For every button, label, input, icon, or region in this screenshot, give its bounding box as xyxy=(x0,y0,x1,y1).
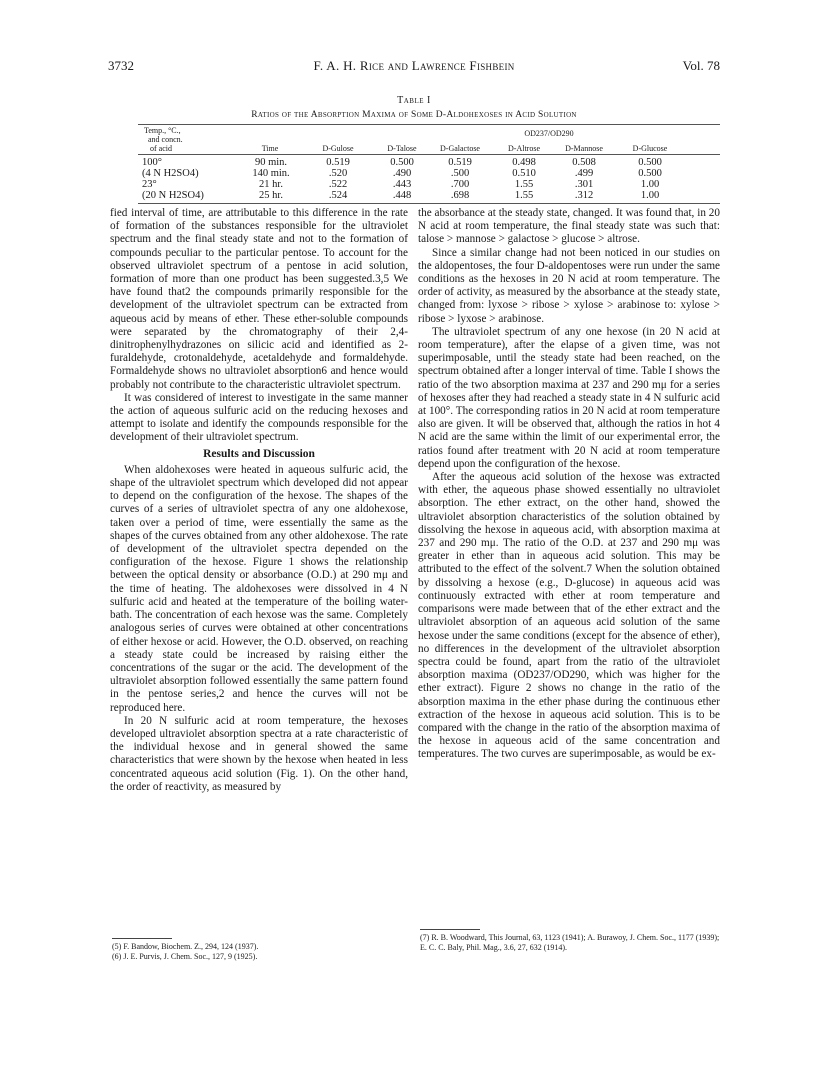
ratio-group-header: OD237/OD290 xyxy=(524,129,574,138)
running-authors: F. A. H. Rice and Lawrence Fishbein xyxy=(313,58,515,73)
paragraph: The ultraviolet spectrum of any one hexose (in 20 N acid at room temperature), after the elapse of a given time, was not superimposable, until the steady state had been reached, on the spectrum obtained after a longer interval of time. Table I shows the ratio of the two absorption maxima at 237 and 290 mμ for a series of hexoses after they had reached a steady state in 4 N sulfuric acid at 100°. The corresponding ratios in 20 N acid at room temperature also are given. It will be observed that, although the ratios in hot 4 N acid are the same within the limit of our experimental error, the ratios found after treatment with 20 N acid at room temperature depend upon the configuration of the hexose. xyxy=(418,325,720,470)
ratio-cell: .524 xyxy=(328,190,348,201)
column-header: D-Galactose xyxy=(440,144,480,153)
column-header: D-Mannose xyxy=(565,144,603,153)
running-header xyxy=(108,58,720,78)
temp-header-line: and concn. xyxy=(148,135,183,144)
ratio-cell: .700 xyxy=(450,179,470,190)
time-cell: 140 min. xyxy=(252,168,290,179)
ratio-cell: .499 xyxy=(574,168,594,179)
condition-cell: 23° xyxy=(142,179,157,190)
column-header: D-Altrose xyxy=(508,144,540,153)
time-cell: 25 hr. xyxy=(259,190,283,201)
paragraph: the absorbance at the steady state, changed. It was found that, in 20 N acid at room temperature, the final steady state was such that: talose > mannose > galactose > glucose > altrose. xyxy=(418,207,720,246)
footnote: (6) J. E. Purvis, J. Chem. Soc., 127, 9 (1925). xyxy=(112,952,258,961)
temp-header xyxy=(144,126,204,153)
column-header: D-Gulose xyxy=(322,144,354,153)
ratio-cell: .520 xyxy=(328,168,348,179)
volume-number: Vol. 78 xyxy=(682,58,720,73)
table-label: Table I xyxy=(397,95,431,106)
ratio-cell: 1.55 xyxy=(514,190,534,201)
footnote-rule-right xyxy=(420,929,480,930)
ratio-cell: 0.500 xyxy=(390,157,414,168)
paragraph: fied interval of time, are attributable to this difference in the rate of formation of the substances responsible for the ultraviolet spectrum and the final steady state and not to the formation of compounds peculiar to the particular pentose. To account for the observed ultraviolet spectrum of a pentose in acid solution, formation of more than one product has been suggested.3,5 We have found that2 the compounds primarily responsible for the development of the ultraviolet spectrum can be extracted from aqueous acid by means of ether. These ether-soluble compounds were separated by the chromatography of their 2,4-dinitrophenylhydrazones on silicic acid and identified as 2-furaldehyde, crotonaldehyde, acetaldehyde and formaldehyde. Formaldehyde shows no ultraviolet absorption6 and hence would probably not contribute to the characteristic ultraviolet spectrum. xyxy=(110,207,408,391)
ratio-cell: 1.00 xyxy=(640,190,660,201)
ratio-cell: 0.498 xyxy=(512,157,536,168)
ratio-cell: 0.508 xyxy=(572,157,596,168)
paragraph: In 20 N sulfuric acid at room temperature, the hexoses developed ultraviolet absorption spectra at a rate characteristic of the individual hexose and in general showed the same characteristics that were shown by the hexose when heated in less concentrated aqueous acid solution (Fig. 1). On the other hand, the order of reactivity, as measured by xyxy=(110,714,408,793)
footnotes-left xyxy=(112,942,408,962)
table-header-rule xyxy=(138,154,720,155)
table-top-rule xyxy=(138,124,720,125)
footnotes-right xyxy=(420,933,720,953)
ratio-cell: 0.500 xyxy=(638,157,662,168)
page-number: 3732 xyxy=(108,58,134,73)
ratio-cell: 1.00 xyxy=(640,179,660,190)
right-column xyxy=(418,207,720,762)
table-caption: Ratios of the Absorption Maxima of Some D-Aldohexoses in Acid Solution xyxy=(251,110,577,120)
column-header: D-Talose xyxy=(387,144,417,153)
paragraph: After the aqueous acid solution of the hexose was extracted with ether, the aqueous phase showed essentially no ultraviolet absorption. The ether extract, on the other hand, showed the ultraviolet absorption characteristics of the solution obtained by dissolving the hexose in aqueous acid, with absorption maxima at 237 and 290 mμ. The ratio of the O.D. at 237 and 290 mμ was greater in ether than in aqueous acid solution. This may be attributed to the effect of the solvent.7 When the solution obtained by dissolving a hexose (e.g., D-glucose) in aqueous acid was continuously extracted with ether at room temperature and comparisons were made between that of the ether extract and the ultraviolet absorption of an aqueous acid solution of the same hexose under the same conditions (except for the absence of ether), no differences in the development of the ultraviolet absorption spectra could be found, apart from the ratio of the ultraviolet absorption maxima (OD237/OD290, which was higher for the ether extract). Figure 2 shows no change in the ratio of the absorption maxima in the ether phase during the continuous ether extraction of the hexose in aqueous acid solution. This is to be compared with the change in the ratio of the absorption maxima of the hexose in aqueous acid of the same concentration and temperatures. The two curves are superimposable, as would be ex- xyxy=(418,471,720,761)
ratio-cell: .698 xyxy=(450,190,470,201)
ratio-cell: 0.519 xyxy=(326,157,350,168)
table-bottom-rule xyxy=(138,203,720,204)
paragraph: It was considered of interest to investigate in the same manner the action of aqueous sulfuric acid on the reducing hexoses and attempt to isolate and identify the compounds responsible for the development of their ultraviolet spectrum. xyxy=(110,391,408,444)
ratio-cell: 0.519 xyxy=(448,157,472,168)
ratio-cell: 0.510 xyxy=(512,168,536,179)
column-header: D-Glucose xyxy=(632,144,668,153)
left-column xyxy=(110,207,408,794)
ratio-cell: .312 xyxy=(574,190,594,201)
condition-cell: (4 N H2SO4) xyxy=(142,168,199,179)
temp-header-line: Temp., °C., xyxy=(144,126,181,135)
section-heading: Results and Discussion xyxy=(203,447,315,460)
ratio-cell: .522 xyxy=(328,179,348,190)
ratio-cell: 1.55 xyxy=(514,179,534,190)
condition-cell: 100° xyxy=(142,157,162,168)
paragraph: Since a similar change had not been noticed in our studies on the aldopentoses, the four D-aldopentoses were run under the same conditions as the hexoses in 20 N acid at room temperature. The order of activity, as measured by the absorbance at the steady state, changed from: lyxose > ribose > xylose > arabinose to: xylose > ribose > lyxose > arabinose. xyxy=(418,246,720,325)
footnote: (7) R. B. Woodward, This Journal, 63, 1123 (1941); A. Burawoy, J. Chem. Soc., 1177 (1939); E. C. C. Baly, Phil. Mag., 3.6, 27, 632 (1914). xyxy=(420,933,720,952)
ratio-cell: .448 xyxy=(392,190,412,201)
ratio-cell: .301 xyxy=(574,179,594,190)
footnote: (5) F. Bandow, Biochem. Z., 294, 124 (1937). xyxy=(112,942,259,951)
ratio-cell: .490 xyxy=(392,168,412,179)
ratio-cell: .500 xyxy=(450,168,470,179)
condition-cell: (20 N H2SO4) xyxy=(142,190,204,201)
ratio-cell: 0.500 xyxy=(638,168,662,179)
ratio-cell: .443 xyxy=(392,179,412,190)
time-cell: 90 min. xyxy=(254,157,288,168)
temp-header-line: of acid xyxy=(150,144,172,153)
time-cell: 21 hr. xyxy=(259,179,283,190)
time-header: Time xyxy=(261,144,279,153)
footnote-rule-left xyxy=(112,938,172,939)
paragraph: When aldohexoses were heated in aqueous sulfuric acid, the shape of the ultraviolet spectrum which developed did not appear to depend on the configuration of the hexose. The shapes of the curves of a series of ultraviolet spectra of any one aldohexose, taken over a period of time, were essentially the same as the shapes of the curves obtained from any other aldohexose. The rate of development of the ultraviolet spectra depended on the configuration of the hexose. Figure 1 shows the relationship between the optical density or absorbance (O.D.) at 290 mμ and the time of heating. The aldohexoses were dissolved in 4 N sulfuric acid and heated at the temperature of the boiling water-bath. The concentration of each hexose was the same. Completely analogous series of curves were obtained at other concentrations of either hexose or acid. However, the O.D. observed, on reaching a steady state could be increased by raising either the concentrations of the sugar or the acid. The development of the ultraviolet absorption followed essentially the same pattern found in the pentose series,2 and hence the curves will not be reproduced here. xyxy=(110,463,408,714)
